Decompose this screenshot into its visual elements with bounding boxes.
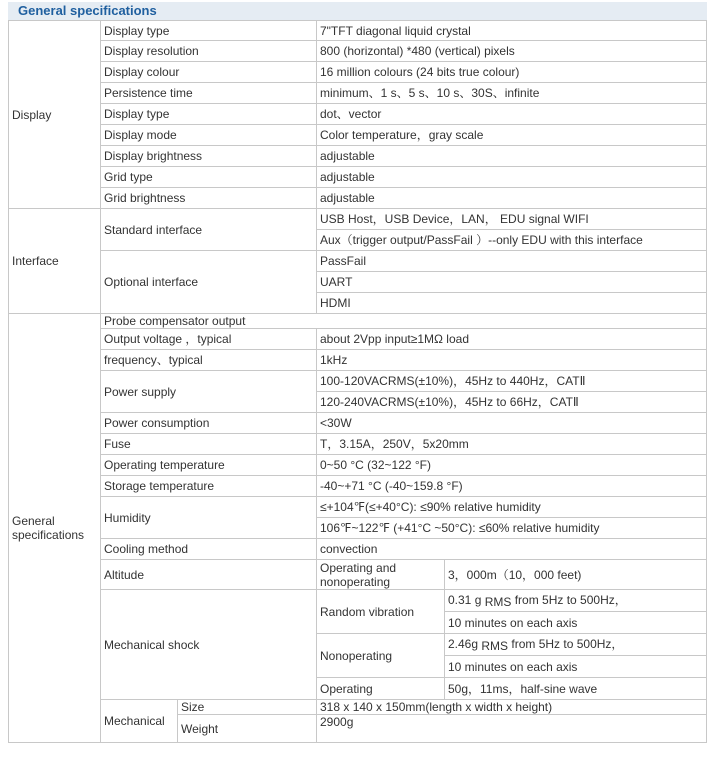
- table-row: [9, 251, 707, 272]
- spec-value: Color temperature，gray scale: [317, 125, 707, 146]
- table-row: [9, 125, 707, 146]
- spec-value: 7"TFT diagonal liquid crystal: [317, 21, 707, 41]
- table-row: [9, 329, 707, 350]
- spec-value: 3，000m（10，000 feet): [445, 560, 707, 590]
- spec-label: Fuse: [101, 434, 317, 455]
- spec-sublabel: Operating and nonoperating: [317, 560, 445, 590]
- group-label-interface: Interface: [9, 209, 101, 314]
- table-row: [9, 41, 707, 62]
- spec-label: Operating temperature: [101, 455, 317, 476]
- spec-value: 120-240VACRMS(±10%)，45Hz to 66Hz，CATⅡ: [317, 392, 707, 413]
- spec-label: frequency、typical: [101, 350, 317, 371]
- table-row: [9, 700, 707, 715]
- spec-value: minimum、1 s、5 s、10 s、30S、infinite: [317, 83, 707, 104]
- spec-label: Humidity: [101, 497, 317, 539]
- spec-label: Display type: [101, 21, 317, 41]
- spec-value: T，3.15A，250V，5x20mm: [317, 434, 707, 455]
- table-row: [9, 104, 707, 125]
- spec-value: 106℉~122℉ (+41°C ~50°C): ≤60% relative humidity: [317, 518, 707, 539]
- spec-label: Altitude: [101, 560, 317, 590]
- spec-value: adjustable: [317, 167, 707, 188]
- table-row: [9, 497, 707, 518]
- spec-label: Persistence time: [101, 83, 317, 104]
- spec-value: adjustable: [317, 146, 707, 167]
- spec-label: Display type: [101, 104, 317, 125]
- spec-label: Display mode: [101, 125, 317, 146]
- spec-value: [445, 634, 707, 656]
- table-row: [9, 209, 707, 230]
- spec-label: Display resolution: [101, 41, 317, 62]
- value-text: from 5Hz to 500Hz，: [511, 592, 627, 607]
- table-row: [9, 188, 707, 209]
- spec-value: 10 minutes on each axis: [445, 612, 707, 634]
- spec-value: about 2Vpp input≥1MΩ load: [317, 329, 707, 350]
- spec-value: [445, 590, 707, 612]
- value-text: 0.31 g: [448, 592, 485, 607]
- spec-table: [8, 20, 707, 743]
- spec-value: Aux（trigger output/PassFail ）--only EDU with this interface: [317, 230, 707, 251]
- group-label-display: Display: [9, 21, 101, 209]
- table-row: [9, 434, 707, 455]
- spec-value: convection: [317, 539, 707, 560]
- spec-label: Cooling method: [101, 539, 317, 560]
- table-row: [9, 590, 707, 612]
- spec-value: 1kHz: [317, 350, 707, 371]
- rms-text: RMS: [484, 594, 512, 609]
- spec-label: Mechanical shock: [101, 590, 317, 700]
- table-row: [9, 146, 707, 167]
- table-row: [9, 350, 707, 371]
- spec-value: 800 (horizontal) *480 (vertical) pixels: [317, 41, 707, 62]
- spec-sublabel: Operating: [317, 678, 445, 700]
- spec-label: Display brightness: [101, 146, 317, 167]
- rms-text: RMS: [481, 638, 509, 653]
- table-row: [9, 167, 707, 188]
- spec-value: ≤+104℉(≤+40°C): ≤90% relative humidity: [317, 497, 707, 518]
- spec-sublabel: Nonoperating: [317, 634, 445, 678]
- spec-value: <30W: [317, 413, 707, 434]
- table-row: [9, 21, 707, 41]
- spec-value: adjustable: [317, 188, 707, 209]
- spec-label: Storage temperature: [101, 476, 317, 497]
- table-row: [9, 560, 707, 590]
- spec-label: Grid type: [101, 167, 317, 188]
- table-row: [9, 83, 707, 104]
- spec-label: Standard interface: [101, 209, 317, 251]
- spec-value: 2900g: [317, 715, 707, 743]
- spec-value: 0~50 °C (32~122 °F): [317, 455, 707, 476]
- spec-label: Output voltage ，typical: [101, 329, 317, 350]
- spec-value: PassFail: [317, 251, 707, 272]
- spec-value: USB Host，USB Device，LAN， EDU signal WIFI: [317, 209, 707, 230]
- group-label-general: General specifications: [9, 314, 101, 743]
- section-title: General specifications: [8, 2, 707, 20]
- spec-value: 16 million colours (24 bits true colour): [317, 62, 707, 83]
- spec-label: Optional interface: [101, 251, 317, 314]
- spec-value: 100-120VACRMS(±10%)，45Hz to 440Hz，CATⅡ: [317, 371, 707, 392]
- table-row: [9, 62, 707, 83]
- table-row: [9, 455, 707, 476]
- spec-label: Display colour: [101, 62, 317, 83]
- spec-sublabel: Random vibration: [317, 590, 445, 634]
- spec-label: Power consumption: [101, 413, 317, 434]
- spec-label: Power supply: [101, 371, 317, 413]
- value-text: 2.46g: [448, 636, 482, 651]
- table-row: [9, 413, 707, 434]
- spec-value: 50g，11ms，half-sine wave: [445, 678, 707, 700]
- spec-label: Mechanical: [101, 700, 178, 743]
- spec-label: Grid brightness: [101, 188, 317, 209]
- table-row: [9, 371, 707, 392]
- spec-value: UART: [317, 272, 707, 293]
- table-row: [9, 539, 707, 560]
- spec-value: 318 x 140 x 150mm(length x width x height): [317, 700, 707, 715]
- spec-label: Probe compensator output: [101, 314, 707, 329]
- spec-value: HDMI: [317, 293, 707, 314]
- value-text: from 5Hz to 500Hz，: [508, 636, 624, 651]
- spec-sublabel: Weight: [178, 715, 317, 743]
- spec-value: 10 minutes on each axis: [445, 656, 707, 678]
- spec-sublabel: Size: [178, 700, 317, 715]
- table-row: [9, 476, 707, 497]
- spec-value: dot、vector: [317, 104, 707, 125]
- spec-value: -40~+71 °C (-40~159.8 °F): [317, 476, 707, 497]
- table-row: [9, 314, 707, 329]
